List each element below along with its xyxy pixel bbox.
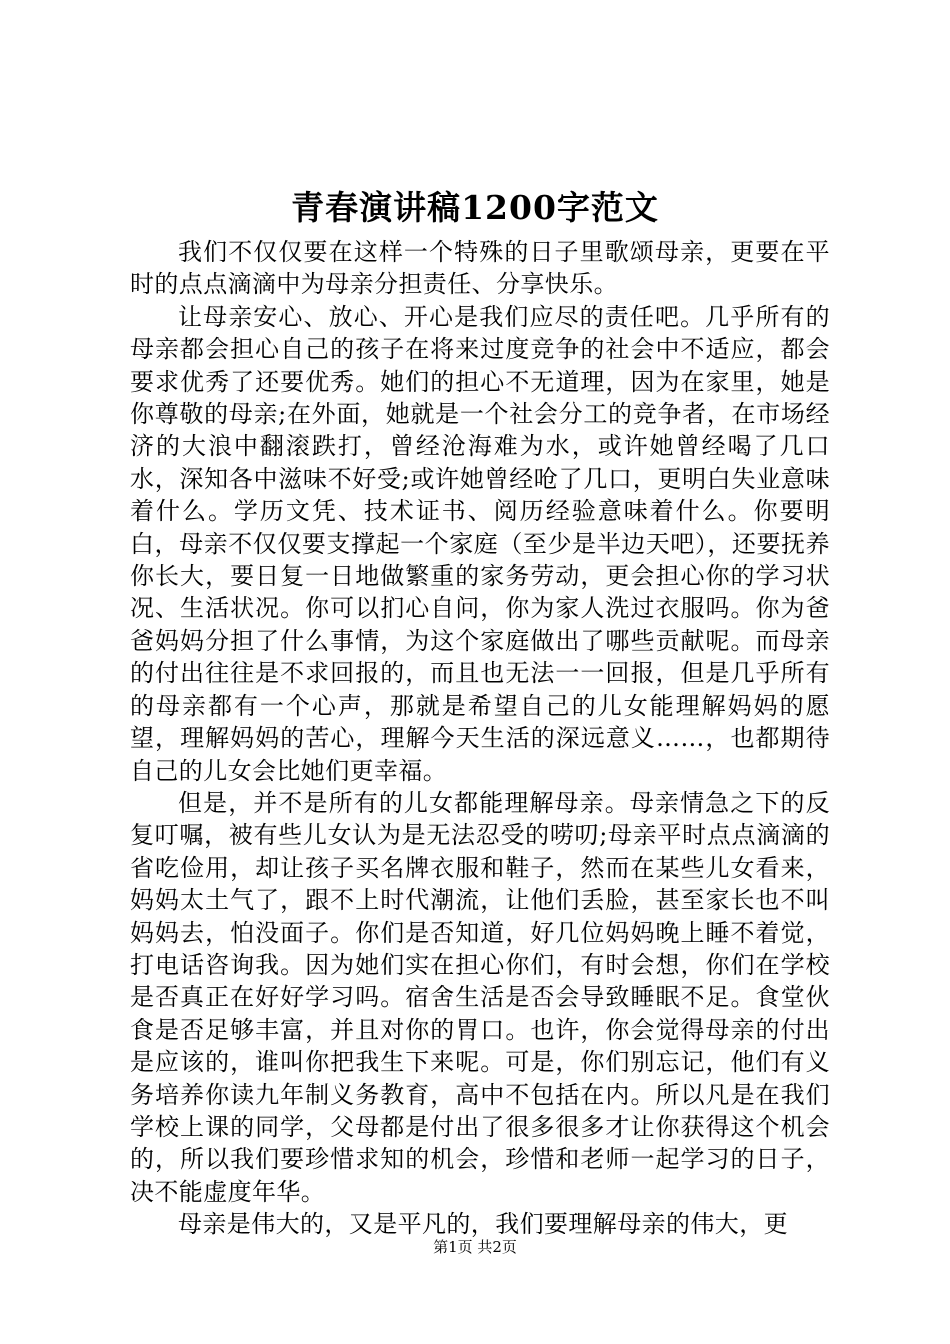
paragraph: 我们不仅仅要在这样一个特殊的日子里歌颂母亲，更要在平时的点点滴滴中为母亲分担责任、分享快乐。 (130, 238, 830, 299)
document-body (130, 236, 830, 1241)
document-title: 青春演讲稿1200字范文 (291, 188, 659, 227)
page-number-footer: 第1页 共2页 (433, 1238, 517, 1256)
paragraph: 但是，并不是所有的儿女都能理解母亲。母亲情急之下的反复叮嘱，被有些儿女认为是无法忍受的唠叨;母亲平时点点滴滴的省吃俭用，却让孩子买名牌衣服和鞋子，然而在某些儿女看来，妈妈太土气了，跟不上时代潮流，让他们丢脸，甚至家长也不叫妈妈去，怕没面子。你们是否知道，好几位妈妈晚上睡不着觉，打电话咨询我。因为她们实在担心你们，有时会想，你们在学校是否真正在好好学习吗。宿舍生活是否会导致睡眠不足。食堂伙食是否足够丰富，并且对你的胃口。也许，你会觉得母亲的付出是应该的，谁叫你把我生下来呢。可是，你们别忘记，他们有义务培养你读九年制义务教育，高中不包括在内。所以凡是在我们学校上课的同学，父母都是付出了很多很多才让你获得这个机会的，所以我们要珍惜求知的机会，珍惜和老师一起学习的日子，决不能虚度年华。 (130, 788, 830, 1206)
paragraph: 母亲是伟大的，又是平凡的，我们要理解母亲的伟大，更 (178, 1210, 788, 1239)
paragraph: 让母亲安心、放心、开心是我们应尽的责任吧。几乎所有的母亲都会担心自己的孩子在将来过度竞争的社会中不适应，都会要求优秀了还要优秀。她们的担心不无道理，因为在家里，她是你尊敬的母亲;在外面，她就是一个社会分工的竞争者，在市场经济的大浪中翻滚跌打，曾经沧海难为水，或许她曾经喝了几口水，深知各中滋味不好受;或许她曾经呛了几口，更明白失业意味着什么。学历文凭、技术证书、阅历经验意味着什么。你要明白，母亲不仅仅要支撑起一个家庭（至少是半边天吧），还要抚养你长大，要日复一日地做繁重的家务劳动，更会担心你的学习状况、生活状况。你可以扪心自问，你为家人洗过衣服吗。你为爸爸妈妈分担了什么事情，为这个家庭做出了哪些贡献呢。而母亲的付出往往是不求回报的，而且也无法一一回报，但是几乎所有的母亲都有一个心声，那就是希望自己的儿女能理解妈妈的愿望，理解妈妈的苦心，理解今天生活的深远意义……，也都期待自己的儿女会比她们更幸福。 (130, 302, 830, 785)
